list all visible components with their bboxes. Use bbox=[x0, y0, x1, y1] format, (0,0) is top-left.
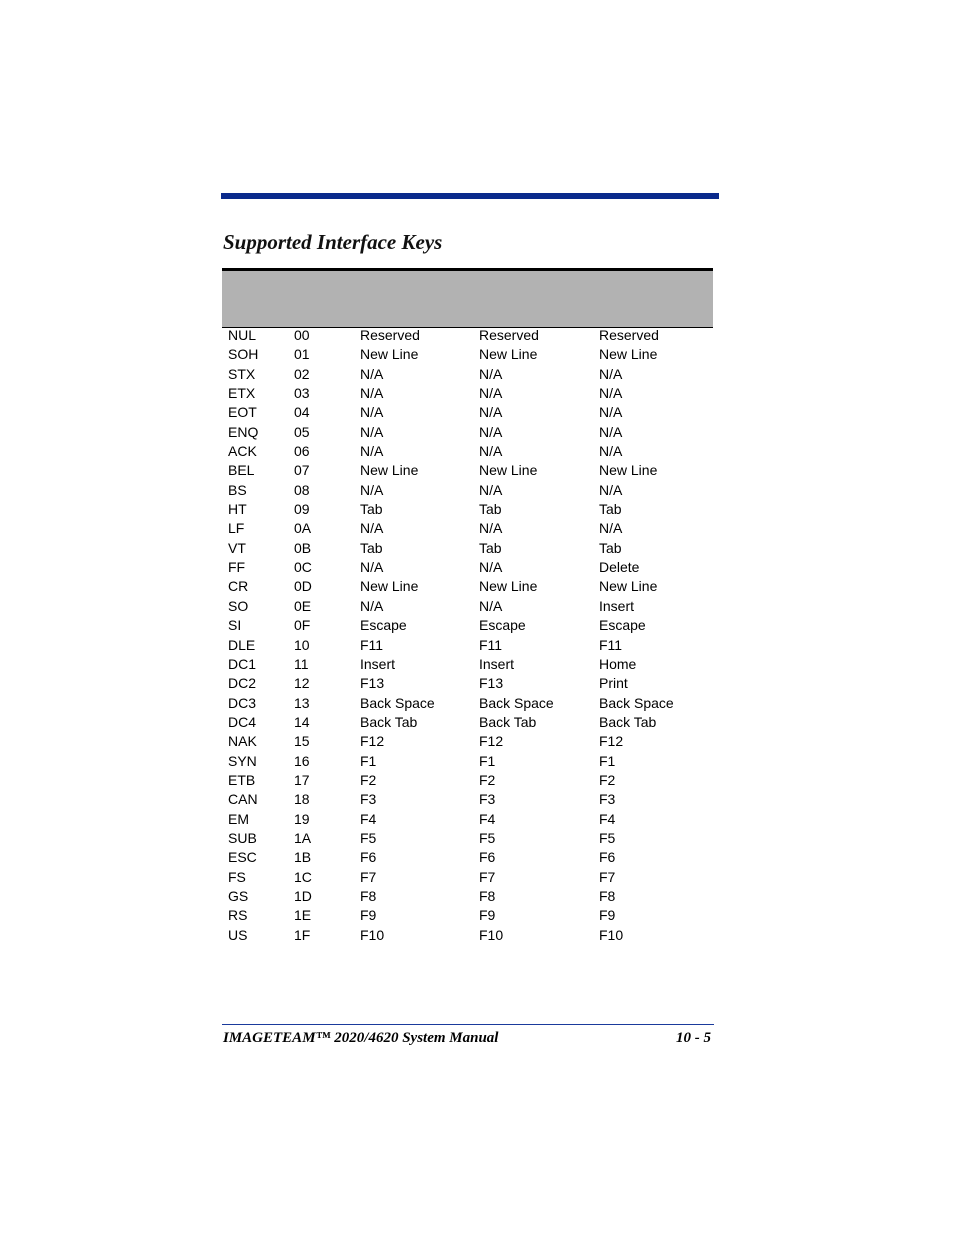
key-column-1: F11 bbox=[360, 636, 384, 653]
hex-value: 09 bbox=[294, 501, 310, 518]
key-column-3: F6 bbox=[599, 849, 616, 866]
key-column-2: F7 bbox=[479, 868, 496, 885]
table-row bbox=[222, 870, 713, 889]
key-column-1: New Line bbox=[360, 346, 419, 363]
key-column-1: N/A bbox=[360, 520, 384, 537]
key-column-2: New Line bbox=[479, 578, 538, 595]
key-column-2: F12 bbox=[479, 733, 504, 750]
key-column-1: F10 bbox=[360, 926, 385, 943]
table-row bbox=[222, 521, 713, 540]
key-column-1: Back Space bbox=[360, 694, 435, 711]
ascii-code: SO bbox=[228, 597, 249, 614]
key-column-2: F8 bbox=[479, 887, 496, 904]
ascii-code: DC1 bbox=[228, 655, 257, 672]
key-column-3: Escape bbox=[599, 617, 646, 634]
key-column-1: Back Tab bbox=[360, 713, 418, 730]
table-row bbox=[222, 367, 713, 386]
hex-value: 0C bbox=[294, 559, 312, 576]
ascii-code: ENQ bbox=[228, 423, 259, 440]
ascii-code: LF bbox=[228, 520, 245, 537]
table-row bbox=[222, 792, 713, 811]
key-column-3: F5 bbox=[599, 829, 616, 846]
footer-rule bbox=[222, 1024, 714, 1025]
key-column-1: New Line bbox=[360, 462, 419, 479]
key-column-3: Tab bbox=[599, 539, 622, 556]
key-column-3: N/A bbox=[599, 481, 623, 498]
hex-value: 17 bbox=[294, 771, 310, 788]
hex-value: 13 bbox=[294, 694, 310, 711]
ascii-code: FF bbox=[228, 559, 246, 576]
ascii-code: ETB bbox=[228, 771, 256, 788]
key-column-2: F13 bbox=[479, 675, 504, 692]
key-column-3: F8 bbox=[599, 887, 616, 904]
key-column-1: N/A bbox=[360, 481, 384, 498]
ascii-code: ESC bbox=[228, 849, 257, 866]
ascii-code: GS bbox=[228, 887, 249, 904]
key-column-3: Insert bbox=[599, 597, 635, 614]
ascii-code: NUL bbox=[228, 327, 257, 343]
key-column-1: F6 bbox=[360, 849, 377, 866]
table-row bbox=[222, 579, 713, 598]
table-row bbox=[222, 560, 713, 579]
key-column-1: F3 bbox=[360, 791, 377, 808]
key-column-3: F11 bbox=[599, 636, 623, 653]
key-column-1: Tab bbox=[360, 501, 383, 518]
hex-value: 19 bbox=[294, 810, 310, 827]
key-column-3: F10 bbox=[599, 926, 624, 943]
key-column-3: Reserved bbox=[599, 327, 659, 343]
key-column-2: N/A bbox=[479, 481, 503, 498]
key-column-3: N/A bbox=[599, 443, 623, 460]
table-row bbox=[222, 850, 713, 869]
key-column-2: N/A bbox=[479, 423, 503, 440]
table-row bbox=[222, 386, 713, 405]
key-column-1: N/A bbox=[360, 365, 384, 382]
key-column-1: Tab bbox=[360, 539, 383, 556]
table-row bbox=[222, 831, 713, 850]
page-title: Supported Interface Keys bbox=[223, 230, 443, 254]
ascii-code: CAN bbox=[228, 791, 258, 808]
ascii-code: SYN bbox=[228, 752, 257, 769]
hex-value: 00 bbox=[294, 327, 310, 343]
table-row bbox=[222, 696, 713, 715]
table-row bbox=[222, 657, 713, 676]
key-column-1: F1 bbox=[360, 752, 377, 769]
hex-value: 0E bbox=[294, 597, 312, 614]
key-column-1: F8 bbox=[360, 887, 377, 904]
key-column-1: New Line bbox=[360, 578, 419, 595]
key-column-1: F5 bbox=[360, 829, 377, 846]
ascii-code: SI bbox=[228, 617, 242, 634]
hex-value: 0A bbox=[294, 520, 312, 537]
key-column-2: New Line bbox=[479, 462, 538, 479]
key-column-3: F9 bbox=[599, 907, 616, 924]
key-column-2: F9 bbox=[479, 907, 496, 924]
key-column-2: N/A bbox=[479, 597, 503, 614]
hex-value: 1C bbox=[294, 868, 312, 885]
key-column-3: F7 bbox=[599, 868, 616, 885]
key-column-1: N/A bbox=[360, 597, 384, 614]
key-column-3: N/A bbox=[599, 423, 623, 440]
key-column-1: N/A bbox=[360, 559, 384, 576]
hex-value: 12 bbox=[294, 675, 310, 692]
key-column-3: New Line bbox=[599, 578, 658, 595]
key-column-3: F4 bbox=[599, 810, 616, 827]
key-column-1: N/A bbox=[360, 385, 384, 402]
key-column-2: F5 bbox=[479, 829, 496, 846]
key-column-2: F2 bbox=[479, 771, 496, 788]
hex-value: 02 bbox=[294, 365, 310, 382]
key-column-3: Back Space bbox=[599, 694, 674, 711]
ascii-code: SUB bbox=[228, 829, 257, 846]
hex-value: 08 bbox=[294, 481, 310, 498]
table-row bbox=[222, 889, 713, 908]
key-column-2: N/A bbox=[479, 443, 503, 460]
hex-value: 06 bbox=[294, 443, 310, 460]
ascii-code: ACK bbox=[228, 443, 257, 460]
key-column-1: F13 bbox=[360, 675, 385, 692]
key-column-1: F7 bbox=[360, 868, 377, 885]
key-column-3: N/A bbox=[599, 385, 623, 402]
table-row bbox=[222, 444, 713, 463]
key-column-2: Escape bbox=[479, 617, 526, 634]
key-column-2: N/A bbox=[479, 520, 503, 537]
key-column-1: N/A bbox=[360, 404, 384, 421]
hex-value: 0F bbox=[294, 617, 311, 634]
key-column-3: N/A bbox=[599, 365, 623, 382]
table-row bbox=[222, 483, 713, 502]
key-column-1: F4 bbox=[360, 810, 377, 827]
table-row bbox=[222, 773, 713, 792]
table-row bbox=[222, 425, 713, 444]
ascii-code: DLE bbox=[228, 636, 256, 653]
key-column-2: F11 bbox=[479, 636, 503, 653]
key-column-3: Delete bbox=[599, 559, 640, 576]
table-row bbox=[222, 676, 713, 695]
ascii-code: DC2 bbox=[228, 675, 257, 692]
ascii-code: VT bbox=[228, 539, 246, 556]
key-column-2: Back Tab bbox=[479, 713, 537, 730]
hex-value: 0D bbox=[294, 578, 312, 595]
key-column-3: Back Tab bbox=[599, 713, 657, 730]
ascii-code: STX bbox=[228, 365, 256, 382]
key-column-3: New Line bbox=[599, 462, 658, 479]
table-row bbox=[222, 618, 713, 637]
ascii-code: BEL bbox=[228, 462, 255, 479]
table-row bbox=[222, 328, 713, 347]
footer-manual-title: IMAGETEAM™ 2020/4620 System Manual bbox=[223, 1030, 499, 1046]
table-row bbox=[222, 812, 713, 831]
ascii-code: US bbox=[228, 926, 248, 943]
key-column-1: F12 bbox=[360, 733, 385, 750]
hex-value: 01 bbox=[294, 346, 310, 363]
key-column-3: N/A bbox=[599, 520, 623, 537]
hex-value: 18 bbox=[294, 791, 310, 808]
hex-value: 15 bbox=[294, 733, 310, 750]
hex-value: 16 bbox=[294, 752, 310, 769]
key-column-2: F10 bbox=[479, 926, 504, 943]
hex-value: 05 bbox=[294, 423, 310, 440]
key-column-2: New Line bbox=[479, 346, 538, 363]
key-column-2: Insert bbox=[479, 655, 515, 672]
key-column-1: Insert bbox=[360, 655, 396, 672]
hex-value: 07 bbox=[294, 462, 310, 479]
hex-value: 1A bbox=[294, 829, 312, 846]
table-row bbox=[222, 347, 713, 366]
hex-value: 03 bbox=[294, 385, 310, 402]
key-column-2: Reserved bbox=[479, 327, 539, 343]
key-column-1: N/A bbox=[360, 443, 384, 460]
table-row bbox=[222, 734, 713, 753]
key-column-3: New Line bbox=[599, 346, 658, 363]
ascii-code: FS bbox=[228, 868, 246, 885]
table-row bbox=[222, 908, 713, 927]
hex-value: 04 bbox=[294, 404, 310, 421]
table-row bbox=[222, 541, 713, 560]
key-column-1: Escape bbox=[360, 617, 407, 634]
key-column-2: Back Space bbox=[479, 694, 554, 711]
ascii-code: DC3 bbox=[228, 694, 257, 711]
hex-value: 1F bbox=[294, 926, 311, 943]
hex-value: 1B bbox=[294, 849, 312, 866]
key-column-2: N/A bbox=[479, 365, 503, 382]
key-column-2: Tab bbox=[479, 501, 502, 518]
table-row bbox=[222, 502, 713, 521]
key-column-2: F6 bbox=[479, 849, 496, 866]
hex-value: 1D bbox=[294, 887, 312, 904]
key-column-3: F2 bbox=[599, 771, 616, 788]
table-row bbox=[222, 405, 713, 424]
key-column-2: F4 bbox=[479, 810, 496, 827]
key-column-2: Tab bbox=[479, 539, 502, 556]
top-rule bbox=[221, 193, 719, 199]
ascii-code: NAK bbox=[228, 733, 257, 750]
table-row bbox=[222, 599, 713, 618]
table-row bbox=[222, 638, 713, 657]
key-column-2: F3 bbox=[479, 791, 496, 808]
key-table bbox=[222, 328, 713, 947]
hex-value: 11 bbox=[294, 655, 309, 672]
table-row bbox=[222, 928, 713, 947]
ascii-code: BS bbox=[228, 481, 247, 498]
ascii-code: HT bbox=[228, 501, 247, 518]
key-column-1: F2 bbox=[360, 771, 377, 788]
hex-value: 1E bbox=[294, 907, 312, 924]
key-column-3: F12 bbox=[599, 733, 624, 750]
key-column-3: F1 bbox=[599, 752, 616, 769]
ascii-code: EM bbox=[228, 810, 249, 827]
hex-value: 10 bbox=[294, 636, 310, 653]
key-column-3: Home bbox=[599, 655, 637, 672]
ascii-code: ETX bbox=[228, 385, 256, 402]
hex-value: 0B bbox=[294, 539, 312, 556]
key-column-1: F9 bbox=[360, 907, 377, 924]
ascii-code: EOT bbox=[228, 404, 257, 421]
table-row bbox=[222, 754, 713, 773]
ascii-code: RS bbox=[228, 907, 248, 924]
key-column-3: Tab bbox=[599, 501, 622, 518]
ascii-code: DC4 bbox=[228, 713, 257, 730]
key-column-3: N/A bbox=[599, 404, 623, 421]
key-column-3: Print bbox=[599, 675, 628, 692]
key-column-2: N/A bbox=[479, 404, 503, 421]
hex-value: 14 bbox=[294, 713, 310, 730]
table-header bbox=[222, 271, 713, 328]
key-column-1: Reserved bbox=[360, 327, 420, 343]
key-column-3: F3 bbox=[599, 791, 616, 808]
key-column-2: F1 bbox=[479, 752, 496, 769]
ascii-code: CR bbox=[228, 578, 249, 595]
key-column-1: N/A bbox=[360, 423, 384, 440]
table-row bbox=[222, 463, 713, 482]
key-column-2: N/A bbox=[479, 385, 503, 402]
ascii-code: SOH bbox=[228, 346, 259, 363]
page-number: 10 - 5 bbox=[676, 1030, 711, 1046]
key-column-2: N/A bbox=[479, 559, 503, 576]
table-row bbox=[222, 715, 713, 734]
